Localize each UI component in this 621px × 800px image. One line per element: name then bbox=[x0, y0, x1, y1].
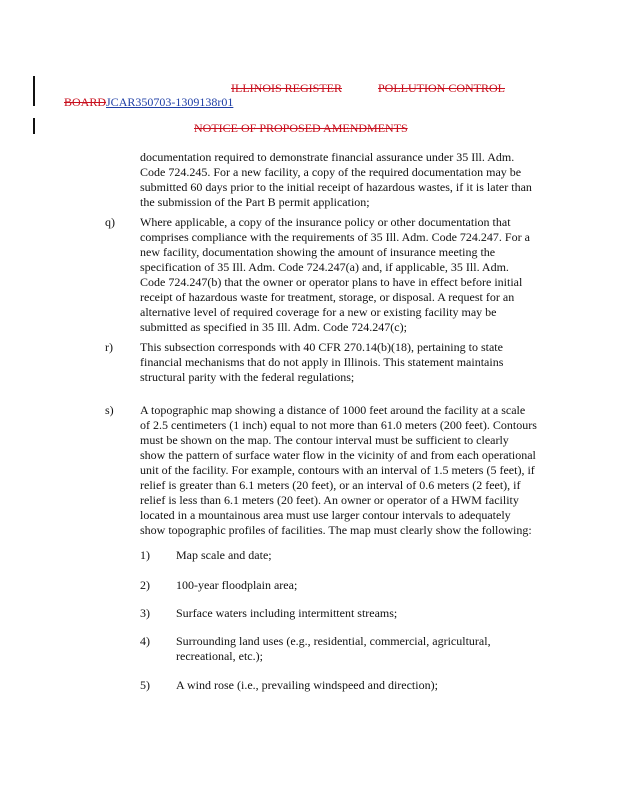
subitem-text: A wind rose (i.e., prevailing windspeed and direction); bbox=[176, 678, 438, 692]
continuation-paragraph: documentation required to demonstrate financial assurance under 35 Ill. Adm. Code 724.245. For a new facility, a copy of the required documentation may be submitted 60 days prior to the initial receipt of hazardous wastes, if it is later than the submission of the Part B permit application; bbox=[140, 150, 532, 209]
subitem-label: 1) bbox=[140, 548, 150, 562]
page-header bbox=[231, 81, 505, 95]
board-title-part1: POLLUTION CONTROL bbox=[378, 81, 505, 95]
notice-title: NOTICE OF PROPOSED AMENDMENTS bbox=[194, 121, 408, 135]
jcar-code: JCAR350703-1309138r01 bbox=[106, 95, 234, 109]
item-label: q) bbox=[105, 215, 115, 229]
item-text: This subsection corresponds with 40 CFR 270.14(b)(18), pertaining to state financial mechanisms that do not apply in Illinois. This statement maintains structural parity with the federal regulations; bbox=[140, 340, 504, 384]
subitem-label: 5) bbox=[140, 678, 150, 692]
subitem-text: Surrounding land uses (e.g., residential, commercial, agricultural, recreational, etc.); bbox=[176, 634, 491, 663]
register-title: ILLINOIS REGISTER bbox=[231, 81, 342, 95]
subitem-text: Surface waters including intermittent streams; bbox=[176, 606, 398, 620]
subitem-label: 3) bbox=[140, 606, 150, 620]
subitem-text: 100-year floodplain area; bbox=[176, 578, 298, 592]
item-text: A topographic map showing a distance of 1000 feet around the facility at a scale of 2.5 centimeters (1 inch) equal to not more than 61.0 meters (200 feet). Contours must be shown on the map. The contour interval must be sufficient to clearly show the pattern of surface water flow in the vicinity of and from each operational unit of the facility. For example, contours with an interval of 1.5 meters (5 feet), if relief is greater than 6.1 meters (20 feet), or an interval of 0.6 meters (2 feet), if relief is less than 6.1 meters (20 feet). An owner or operator of a HWM facility located in a mountainous area must use larger contour intervals to adequately show topographic profiles of facilities. The map must clearly show the following: bbox=[140, 403, 537, 537]
page-header-line2 bbox=[64, 95, 233, 109]
item-label: r) bbox=[105, 340, 113, 354]
subitem-label: 2) bbox=[140, 578, 150, 592]
subitem-label: 4) bbox=[140, 634, 150, 648]
item-text: Where applicable, a copy of the insurance policy or other documentation that comprises compliance with the requirements of 35 Ill. Adm. Code 724.247. For a new facility, documentation showing the amount of insurance meeting the specification of 35 Ill. Adm. Code 724.247(a) and, if applicable, 35 Ill. Adm. Code 724.247(b) that the owner or operator plans to have in effect before initial receipt of hazardous waste for treatment, storage, or disposal. A request for an alternative level of required coverage for a new or existing facility may be submitted as specified in 35 Ill. Adm. Code 724.247(c); bbox=[140, 215, 530, 334]
item-label: s) bbox=[105, 403, 114, 417]
revision-bar bbox=[33, 76, 35, 106]
revision-bar bbox=[33, 118, 35, 134]
board-title-part2: BOARD bbox=[64, 95, 107, 109]
subitem-text: Map scale and date; bbox=[176, 548, 272, 562]
